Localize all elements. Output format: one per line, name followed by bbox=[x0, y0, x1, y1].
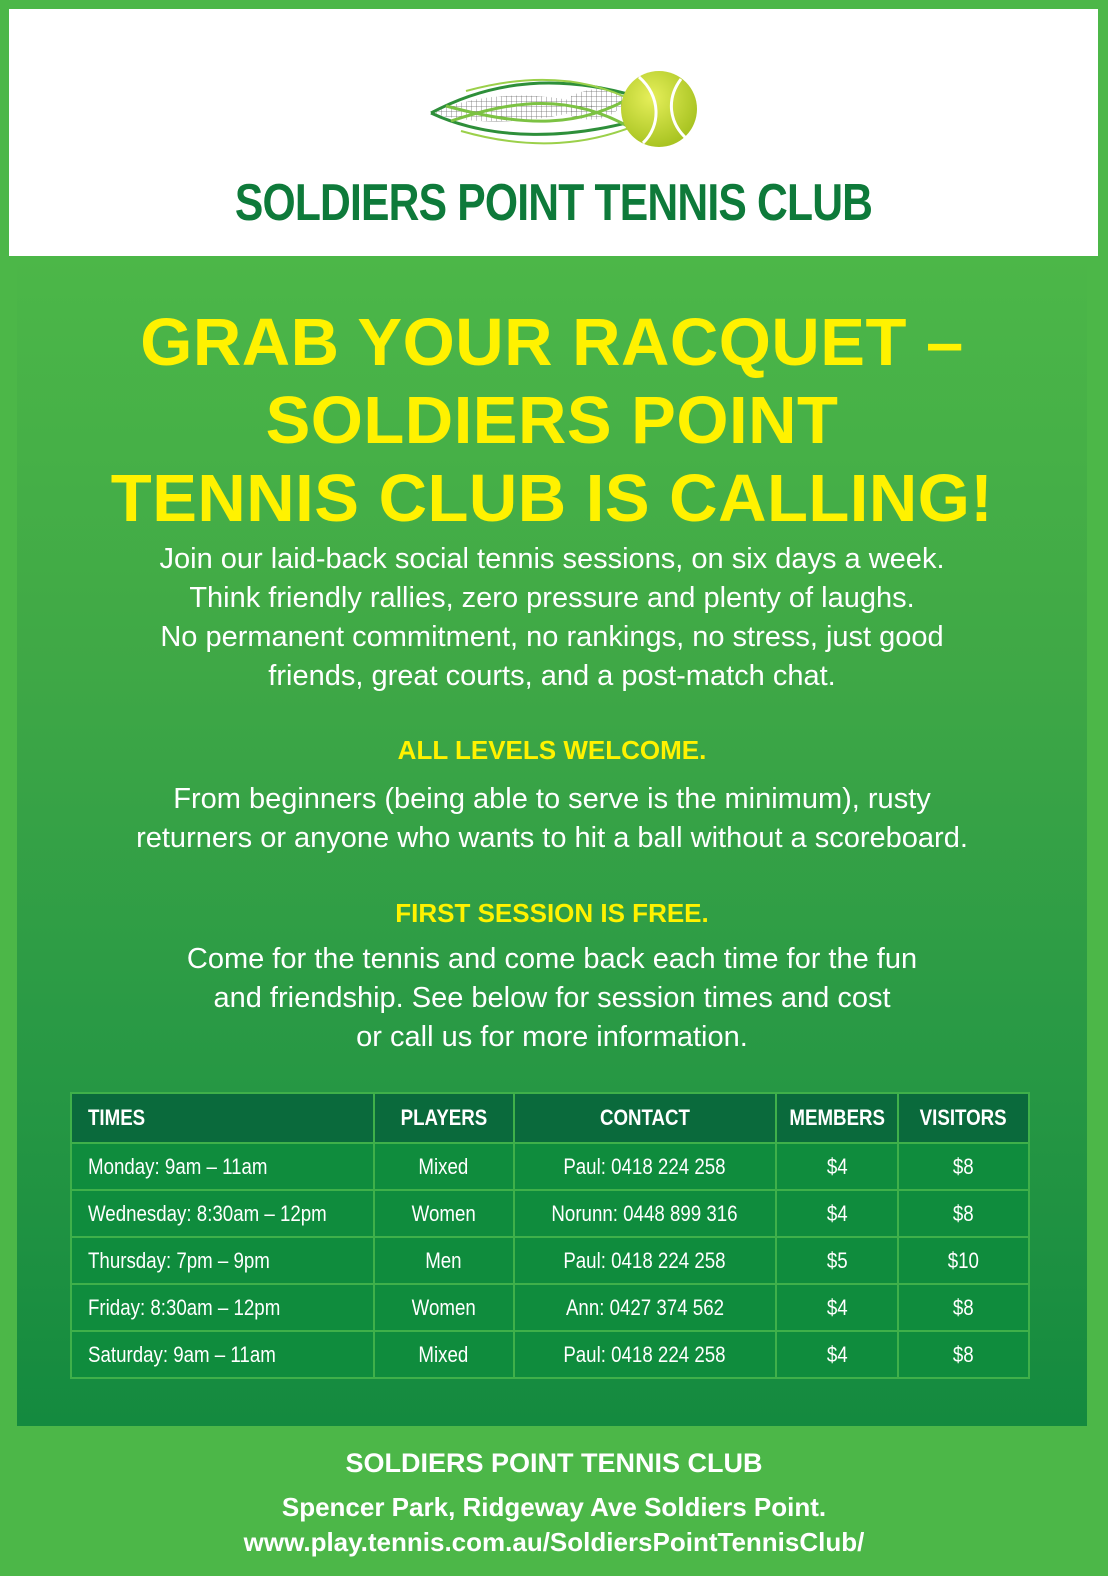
table-row bbox=[71, 1143, 1029, 1190]
cell-visitors: $8 bbox=[898, 1331, 1029, 1378]
free-line: or call us for more information. bbox=[356, 1021, 748, 1053]
levels-line: From beginners (being able to serve is the minimum), rusty bbox=[173, 783, 931, 815]
cell-visitors: $8 bbox=[898, 1143, 1029, 1190]
headline-line: GRAB YOUR RACQUET – bbox=[140, 305, 964, 380]
intro-line: No permanent commitment, no rankings, no stress, just good bbox=[160, 621, 944, 653]
levels-paragraph bbox=[17, 780, 1087, 858]
cell-time: Wednesday: 8:30am – 12pm bbox=[71, 1190, 374, 1237]
cell-contact: Paul: 0418 224 258 bbox=[514, 1331, 776, 1378]
cell-visitors: $8 bbox=[898, 1284, 1029, 1331]
cell-time: Saturday: 9am – 11am bbox=[71, 1331, 374, 1378]
cell-members: $4 bbox=[776, 1284, 898, 1331]
cell-players: Men bbox=[374, 1237, 514, 1284]
cell-members: $4 bbox=[776, 1331, 898, 1378]
header-times: TIMES bbox=[71, 1093, 374, 1143]
header-banner bbox=[9, 9, 1098, 256]
intro-line: Join our laid-back social tennis sessions, on six days a week. bbox=[159, 543, 945, 575]
sessions-table bbox=[70, 1092, 1030, 1379]
table-row bbox=[71, 1190, 1029, 1237]
cell-time: Monday: 9am – 11am bbox=[71, 1143, 374, 1190]
intro-line: Think friendly rallies, zero pressure and plenty of laughs. bbox=[189, 582, 915, 614]
table-row bbox=[71, 1331, 1029, 1378]
cell-contact: Paul: 0418 224 258 bbox=[514, 1143, 776, 1190]
intro-paragraph bbox=[17, 540, 1087, 696]
table-row bbox=[71, 1237, 1029, 1284]
levels-heading: ALL LEVELS WELCOME. bbox=[397, 735, 707, 765]
cell-players: Mixed bbox=[374, 1331, 514, 1378]
header-members: MEMBERS bbox=[776, 1093, 898, 1143]
cell-visitors: $10 bbox=[898, 1237, 1029, 1284]
header-visitors: VISITORS bbox=[898, 1093, 1029, 1143]
cell-contact: Norunn: 0448 899 316 bbox=[514, 1190, 776, 1237]
club-name-title: SOLDIERS POINT TENNIS CLUB bbox=[234, 174, 873, 232]
cell-members: $4 bbox=[776, 1143, 898, 1190]
table-header-row bbox=[71, 1093, 1029, 1143]
header-contact: CONTACT bbox=[514, 1093, 776, 1143]
cell-contact: Paul: 0418 224 258 bbox=[514, 1237, 776, 1284]
cell-members: $4 bbox=[776, 1190, 898, 1237]
cell-players: Women bbox=[374, 1284, 514, 1331]
free-line: and friendship. See below for session times and cost bbox=[213, 982, 891, 1014]
footer-address: Spencer Park, Ridgeway Ave Soldiers Point. bbox=[281, 1492, 827, 1522]
table-row bbox=[71, 1284, 1029, 1331]
levels-line: returners or anyone who wants to hit a ball without a scoreboard. bbox=[136, 822, 968, 854]
headline-line: TENNIS CLUB IS CALLING! bbox=[110, 461, 994, 536]
intro-line: friends, great courts, and a post-match chat. bbox=[268, 660, 836, 692]
headline bbox=[17, 304, 1087, 538]
cell-players: Mixed bbox=[374, 1143, 514, 1190]
cell-players: Women bbox=[374, 1190, 514, 1237]
cell-visitors: $8 bbox=[898, 1190, 1029, 1237]
footer-website-link[interactable]: www.play.tennis.com.au/SoldiersPointTennisClub/ bbox=[243, 1527, 865, 1557]
cell-contact: Ann: 0427 374 562 bbox=[514, 1284, 776, 1331]
cell-members: $5 bbox=[776, 1237, 898, 1284]
free-session-paragraph bbox=[17, 940, 1087, 1057]
main-panel bbox=[17, 256, 1087, 1426]
footer-club-name: SOLDIERS POINT TENNIS CLUB bbox=[345, 1448, 763, 1478]
cell-time: Friday: 8:30am – 12pm bbox=[71, 1284, 374, 1331]
header-players: PLAYERS bbox=[374, 1093, 514, 1143]
free-session-heading: FIRST SESSION IS FREE. bbox=[395, 898, 709, 928]
headline-line: SOLDIERS POINT bbox=[265, 383, 839, 458]
tennis-ball-racquet-icon bbox=[421, 61, 703, 161]
free-line: Come for the tennis and come back each time for the fun bbox=[186, 943, 918, 975]
cell-time: Thursday: 7pm – 9pm bbox=[71, 1237, 374, 1284]
